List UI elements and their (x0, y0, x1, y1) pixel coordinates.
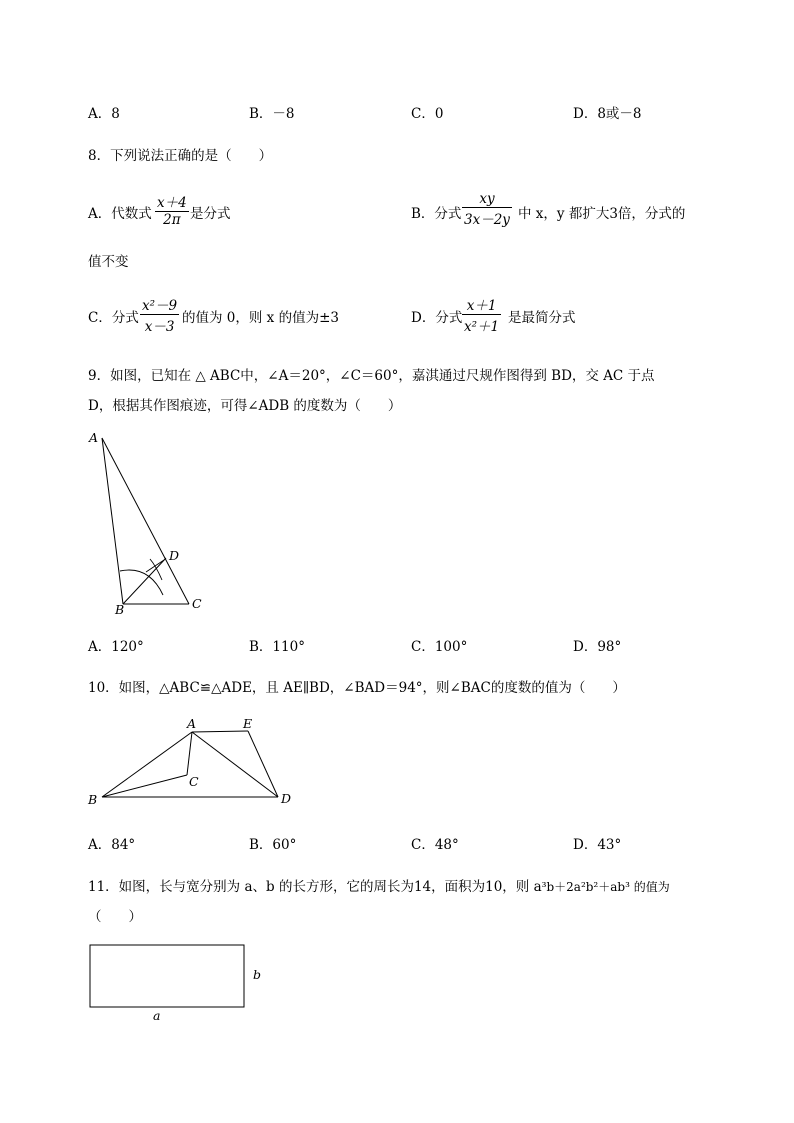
fraction-numerator: x＋4 (157, 195, 187, 211)
q8-option-d-fraction (462, 294, 501, 335)
q8-option-b-prefix: B．分式 (411, 206, 462, 222)
q8-option-a-suffix: 是分式 (190, 206, 231, 222)
label-c: C (189, 774, 199, 789)
fraction-numerator: xy (479, 191, 495, 207)
fraction-denominator: x－3 (140, 314, 179, 335)
label-a: A (187, 716, 197, 731)
segment-ed (248, 731, 278, 797)
q11-expression: ³b＋2a²b²＋ab³ 的值为 (541, 880, 670, 894)
construction-arc (120, 570, 163, 595)
segment-ae (192, 731, 248, 732)
segment-ab (102, 732, 192, 797)
fraction-numerator: x＋1 (466, 298, 497, 314)
q7-option-d: D．8或－8 (573, 106, 642, 122)
fraction-numerator: x²－9 (142, 298, 178, 314)
q8-option-a-fraction (155, 191, 189, 228)
q11-stem-line1 (88, 875, 670, 895)
segment-ab (102, 438, 123, 604)
segment-bd (123, 558, 166, 604)
segment-ac (187, 732, 192, 775)
q11-rectangle-figure (86, 940, 276, 1025)
q8-option-c-prefix: C．分式 (88, 310, 139, 326)
segment-bc (102, 775, 187, 797)
q9-stem-line2: D，根据其作图痕迹，可得∠ADB 的度数为（ ） (88, 398, 402, 414)
label-e: E (243, 716, 253, 731)
q9-stem-line1: 9．如图，已知在 △ ABC中，∠A＝20°，∠C＝60°，嘉淇通过尺规作图得到 BD，交 AC 于点 (88, 368, 655, 384)
q10-option-a: A．84° (88, 837, 136, 853)
segment-ac (102, 438, 189, 604)
q8-option-d-suffix: 是最简分式 (508, 310, 576, 326)
q9-option-c: C．100° (411, 639, 468, 655)
q9-triangle-figure (86, 428, 216, 618)
rectangle (90, 945, 244, 1007)
q8-option-a-prefix: A．代数式 (88, 206, 152, 222)
q8-option-b-continuation: 值不变 (88, 254, 129, 270)
q8-option-c-fraction (140, 294, 179, 335)
label-d: D (281, 791, 292, 806)
q8-stem: 8．下列说法正确的是（ ） (88, 148, 273, 164)
q10-stem: 10．如图，△ABC≌△ADE，且 AE∥BD，∠BAD＝94°，则∠BAC的度数的值为（ ） (88, 680, 626, 696)
q9-option-d: D．98° (573, 639, 622, 655)
q10-congruent-triangles-figure (84, 712, 304, 812)
label-a: A (89, 430, 99, 445)
q10-option-b: B．60° (249, 837, 297, 853)
q11-stem-text: 11．如图，长与宽分别为 a、b 的长方形，它的周长为14，面积为10，则 a (88, 879, 542, 895)
fraction-denominator: 2π (155, 211, 189, 228)
q10-option-c: C．48° (411, 837, 459, 853)
q11-stem-line2: （ ） (88, 909, 142, 925)
q8-option-b-suffix: 中 x，y 都扩大3倍，分式的 (518, 206, 686, 222)
label-b: B (88, 792, 98, 807)
label-b: b (253, 967, 262, 982)
fraction-denominator: 3x－2y (462, 207, 512, 228)
q8-option-d-prefix: D．分式 (411, 310, 463, 326)
q8-option-b-fraction (462, 191, 512, 228)
segment-ad (192, 732, 278, 797)
q10-option-d: D．43° (573, 837, 622, 853)
q9-option-b: B．110° (249, 639, 305, 655)
q9-option-a: A．120° (88, 639, 144, 655)
label-c: C (192, 596, 202, 611)
label-d: D (169, 548, 180, 563)
fraction-denominator: x²＋1 (462, 314, 501, 335)
label-a: a (153, 1008, 161, 1023)
q8-option-c-suffix: 的值为 0，则 x 的值为±3 (182, 310, 339, 326)
q7-option-b: B．－8 (249, 106, 295, 122)
q7-option-c: C．0 (411, 106, 444, 122)
label-b: B (115, 602, 125, 617)
q7-option-a: A．8 (88, 106, 120, 122)
